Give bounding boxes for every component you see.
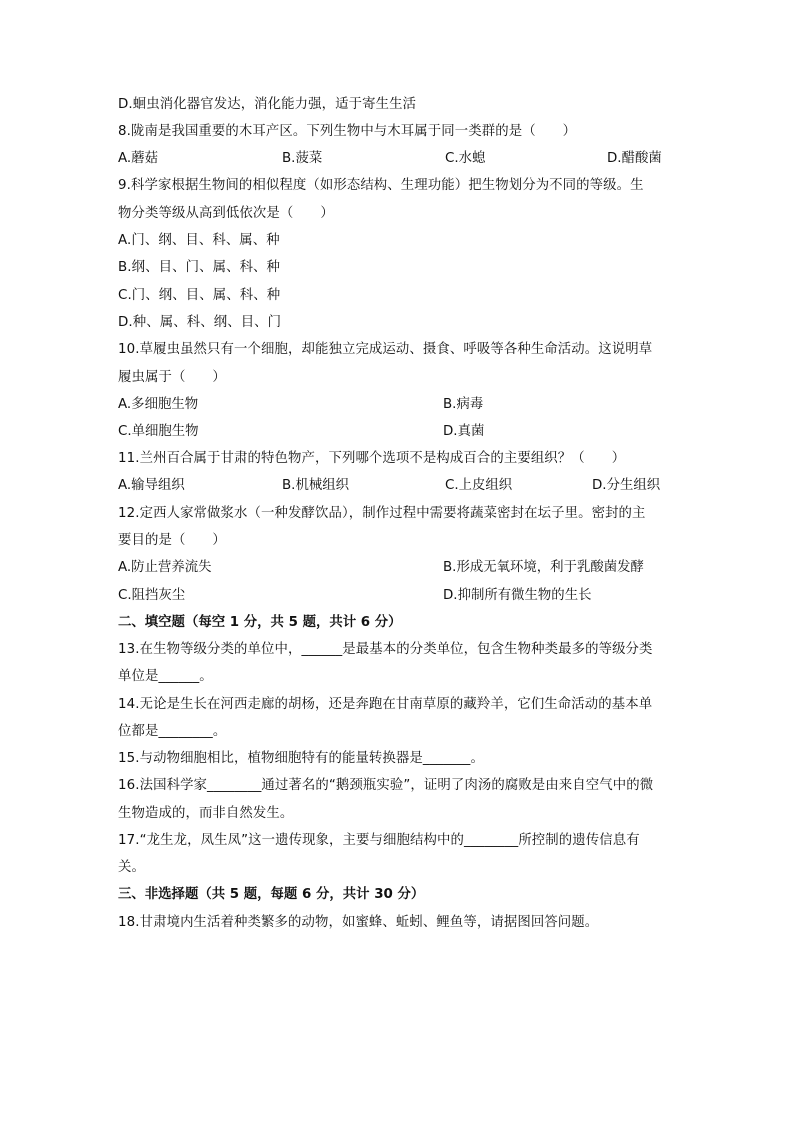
q10-option-b: B.病毒 <box>443 397 484 412</box>
q12-option-a: A.防止营养流失 <box>118 560 212 575</box>
question-15: 15.与动物细胞相比，植物细胞特有的能量转换器是_______。 <box>118 751 484 766</box>
q12-option-c: C.阻挡灰尘 <box>118 588 186 603</box>
question-12-line-2: 要目的是（ ） <box>118 533 226 548</box>
q8-option-d: D.醋酸菌 <box>607 151 662 166</box>
question-10-line-1: 10.草履虫虽然只有一个细胞，却能独立完成运动、摄食、呼吸等各种生命活动。这说明草 <box>118 342 653 357</box>
q7-option-d: D.蛔虫消化器官发达，消化能力强，适于寄生生活 <box>118 97 417 112</box>
section-2-heading: 二、填空题（每空 1 分，共 5 题，共计 6 分） <box>118 615 402 630</box>
question-12-line-1: 12.定西人家常做浆水（一种发酵饮品），制作过程中需要将蔬菜密封在坛子里。密封的主 <box>118 506 646 521</box>
q11-option-c: C.上皮组织 <box>445 478 513 493</box>
q9-option-b: B.纲、目、门、属、科、种 <box>118 260 281 275</box>
q11-option-b: B.机械组织 <box>282 478 350 493</box>
q11-option-a: A.输导组织 <box>118 478 185 493</box>
question-9-line-2: 物分类等级从高到低依次是（ ） <box>118 206 334 221</box>
question-18: 18.甘肃境内生活着种类繁多的动物，如蜜蜂、蚯蚓、鲤鱼等，请据图回答问题。 <box>118 915 599 930</box>
question-13-line-2: 单位是______。 <box>118 669 213 684</box>
question-8: 8.陇南是我国重要的木耳产区。下列生物中与木耳属于同一类群的是（ ） <box>118 124 577 139</box>
q12-option-d: D.抑制所有微生物的生长 <box>443 588 592 603</box>
question-14-line-1: 14.无论是生长在河西走廊的胡杨，还是奔跑在甘南草原的藏羚羊，它们生命活动的基本单 <box>118 697 653 712</box>
q12-option-b: B.形成无氧环境，利于乳酸菌发酵 <box>443 560 644 575</box>
question-11: 11.兰州百合属于甘肃的特色物产，下列哪个选项不是构成百合的主要组织？（ ） <box>118 451 626 466</box>
q9-option-a: A.门、纲、目、科、属、种 <box>118 233 280 248</box>
q10-option-c: C.单细胞生物 <box>118 424 199 439</box>
q10-option-a: A.多细胞生物 <box>118 397 199 412</box>
q8-option-a: A.蘑菇 <box>118 151 158 166</box>
question-9-line-1: 9.科学家根据生物间的相似程度（如形态结构、生理功能）把生物划分为不同的等级。生 <box>118 178 644 193</box>
question-16-line-1: 16.法国科学家________通过著名的“鹅颈瓶实验”，证明了肉汤的腐败是由来自空气中的微 <box>118 778 654 793</box>
question-16-line-2: 生物造成的，而非自然发生。 <box>118 806 294 821</box>
question-17-line-1: 17.“龙生龙，凤生凤”这一遗传现象，主要与细胞结构中的________所控制的遗传信息有 <box>118 833 640 848</box>
q10-option-d: D.真菌 <box>443 424 485 439</box>
question-13-line-1: 13.在生物等级分类的单位中，______是最基本的分类单位，包含生物种类最多的等级分类 <box>118 642 653 657</box>
section-3-heading: 三、非选择题（共 5 题，每题 6 分，共计 30 分） <box>118 887 425 902</box>
q8-option-b: B.菠菜 <box>282 151 323 166</box>
q9-option-d: D.种、属、科、纲、目、门 <box>118 315 282 330</box>
question-17-line-2: 关。 <box>118 860 145 875</box>
question-14-line-2: 位都是________。 <box>118 724 227 739</box>
question-10-line-2: 履虫属于（ ） <box>118 370 226 385</box>
q8-option-c: C.水螅 <box>445 151 486 166</box>
q9-option-c: C.门、纲、目、属、科、种 <box>118 288 281 303</box>
q11-option-d: D.分生组织 <box>592 478 661 493</box>
